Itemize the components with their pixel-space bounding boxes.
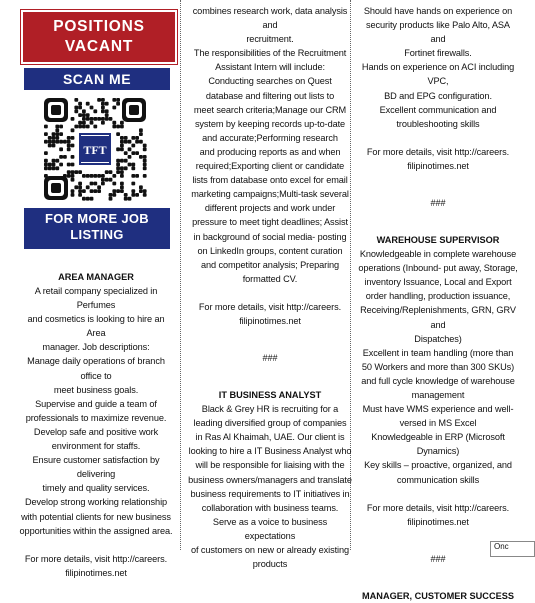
qr-module: [139, 140, 143, 144]
qr-module: [71, 144, 75, 148]
separator: ###: [262, 353, 278, 364]
qr-module: [120, 159, 124, 163]
qr-module: [78, 170, 82, 174]
qr-module: [120, 182, 124, 186]
qr-module: [67, 136, 71, 140]
qr-module: [135, 174, 139, 178]
qr-module: [139, 189, 143, 193]
separator: ###: [430, 198, 446, 209]
qr-module: [120, 121, 124, 125]
body-line: security products like Palo Alto, ASA and: [366, 20, 510, 45]
qr-module: [71, 170, 75, 174]
body-line: database and filtering out lists to: [205, 90, 335, 101]
qr-module: [44, 125, 48, 129]
overlay-tab[interactable]: Onc: [490, 541, 535, 557]
qr-module: [131, 189, 135, 193]
qr-module: [74, 170, 78, 174]
qr-module: [59, 155, 63, 159]
qr-module: [93, 109, 97, 113]
qr-module: [55, 166, 59, 170]
body-line: Conducting searches on Quest: [208, 76, 332, 87]
qr-module: [124, 151, 128, 155]
qr-module: [55, 132, 59, 136]
qr-module: [93, 189, 97, 193]
qr-module: [105, 102, 109, 106]
qr-module: [101, 182, 105, 186]
qr-module: [63, 155, 67, 159]
body-line: in Ras Al Khaimah, UAE. Our client is: [195, 432, 345, 443]
qr-module: [78, 102, 82, 106]
details-link-domain[interactable]: filipinotimes.net: [239, 315, 301, 326]
qr-module: [82, 117, 86, 121]
qr-module: [120, 189, 124, 193]
qr-module: [78, 106, 82, 110]
qr-module: [78, 113, 82, 117]
qr-module: [48, 166, 52, 170]
more-line1: FOR MORE JOB: [45, 211, 149, 226]
separator: ###: [430, 553, 446, 564]
body-line: meet business goals.: [53, 384, 139, 395]
ad-title: AREA MANAGER: [58, 272, 134, 282]
body-line: will be responsible for liaising with the: [195, 460, 345, 471]
column-right: [356, 0, 520, 601]
qr-module: [63, 140, 67, 144]
qr-module: [52, 132, 56, 136]
qr-module: [86, 174, 90, 178]
qr-module: [105, 113, 109, 117]
body-line: Receiving/Replenishments, GRN, GRV and: [360, 305, 516, 330]
qr-module: [128, 147, 132, 151]
qr-module: [71, 174, 75, 178]
qr-module: [86, 125, 90, 129]
qr-module: [55, 125, 59, 129]
qr-module: [78, 193, 82, 197]
qr-module: [67, 144, 71, 148]
qr-module: [131, 193, 135, 197]
body-line: formatted CV.: [242, 273, 298, 284]
more-line2: LISTING: [70, 227, 124, 242]
qr-module: [59, 147, 63, 151]
qr-module: [143, 159, 147, 163]
ad-title: WAREHOUSE SUPERVISOR: [376, 235, 500, 246]
qr-module: [135, 136, 139, 140]
qr-module: [93, 182, 97, 186]
body-line: business owners/managers and translate: [188, 474, 352, 485]
details-link-domain[interactable]: filipinotimes.net: [65, 567, 127, 578]
body-line: business requirements to IT initiatives in: [190, 488, 350, 499]
details-link[interactable]: For more details, visit http://careers.: [366, 146, 510, 157]
qr-module: [143, 189, 147, 193]
qr-module: [93, 125, 97, 129]
scan-me-label: SCAN ME: [24, 68, 170, 90]
body-line: troubleshooting skills: [396, 118, 480, 129]
qr-module: [67, 163, 71, 167]
qr-module: [74, 98, 78, 102]
qr-module: [74, 106, 78, 110]
qr-module: [90, 189, 94, 193]
body-line: Knowledgeable in complete warehouse: [359, 249, 517, 260]
body-line: The responsibilities of the Recruitment: [193, 48, 347, 59]
qr-module: [97, 185, 101, 189]
details-link-domain[interactable]: filipinotimes.net: [407, 160, 469, 171]
qr-module: [90, 174, 94, 178]
qr-module: [139, 128, 143, 132]
body-line: of customers on new or already existing: [191, 545, 349, 555]
qr-module: [116, 159, 120, 163]
qr-module: [143, 144, 147, 148]
body-line: Excellent communication and: [379, 104, 497, 115]
qr-module: [78, 185, 82, 189]
qr-module: [131, 163, 135, 167]
qr-module: [82, 174, 86, 178]
body-line: pressure to meet tight deadlines; Assist: [192, 217, 348, 228]
qr-module: [112, 193, 116, 197]
body-line: 50 Workers and more than 300 SKUs): [361, 361, 515, 372]
body-line: Serve as a voice to business expectations: [212, 516, 328, 541]
qr-module: [97, 117, 101, 121]
qr-module: [44, 163, 48, 167]
qr-module: [135, 193, 139, 197]
body-line: collaboration with business teams.: [201, 502, 339, 513]
qr-module: [52, 166, 56, 170]
qr-module: [116, 166, 120, 170]
qr-module: [93, 117, 97, 121]
body-line: order handling, production issuance,: [365, 291, 511, 302]
more-job-listing-banner[interactable]: [24, 208, 170, 249]
body-line: Knowledgeable in ERP (Microsoft: [371, 432, 505, 443]
qr-module: [78, 125, 82, 129]
qr-module: [116, 147, 120, 151]
qr-module: [44, 159, 48, 163]
body-line: communication skills: [396, 474, 480, 485]
qr-module: [86, 117, 90, 121]
qr-module: [97, 189, 101, 193]
body-line: Fortinet firewalls.: [404, 48, 472, 59]
qr-module: [71, 189, 75, 193]
body-line: Ensure customer satisfaction by delivering: [32, 455, 160, 480]
qr-module: [82, 109, 86, 113]
qr-module: [124, 136, 128, 140]
qr-module: [109, 193, 113, 197]
body-line: meet search criteria;Manage our CRM: [193, 104, 347, 115]
qr-module: [112, 174, 116, 178]
qr-module: [116, 98, 120, 102]
qr-module: [120, 125, 124, 129]
qr-module: [71, 178, 75, 182]
body-line: different projects and work under: [204, 203, 336, 214]
qr-module: [55, 140, 59, 144]
qr-module: [124, 193, 128, 197]
body-line: manager. Job descriptions:: [42, 342, 150, 353]
qr-module: [90, 182, 94, 186]
details-link-domain[interactable]: filipinotimes.net: [407, 516, 469, 527]
qr-module: [52, 140, 56, 144]
body-line: Assistant Intern will include:: [215, 62, 325, 73]
qr-module: [112, 106, 116, 110]
body-line: Dispatches): [414, 333, 462, 344]
qr-module: [131, 182, 135, 186]
body-line: inventory Issuance, Local and Export: [364, 277, 512, 288]
qr-module: [48, 144, 52, 148]
qr-module: [55, 128, 59, 132]
qr-module: [52, 136, 56, 140]
qr-module: [97, 98, 101, 102]
qr-module: [128, 197, 132, 201]
qr-module: [71, 163, 75, 167]
body-line: timely and quality services.: [42, 483, 150, 494]
qr-module: [52, 159, 56, 163]
qr-module: [82, 197, 86, 201]
body-line: combines research work, data analysis and: [192, 6, 348, 31]
column-middle: [186, 0, 354, 570]
body-line: and accurate;Performing research: [202, 132, 338, 143]
qr-module: [67, 170, 71, 174]
qr-module: [135, 151, 139, 155]
qr-module: [139, 155, 143, 159]
qr-module: [116, 125, 120, 129]
body-line: Develop safe and positive work: [33, 426, 159, 437]
qr-module: [90, 106, 94, 110]
qr-module: [143, 166, 147, 170]
qr-module: [74, 125, 78, 129]
body-line: Excellent in team handling (more than: [362, 347, 514, 358]
qr-module: [112, 98, 116, 102]
details-link[interactable]: For more details, visit http://careers.: [198, 301, 342, 312]
qr-module: [67, 147, 71, 151]
qr-module: [116, 102, 120, 106]
qr-module: [139, 185, 143, 189]
tft-logo-text: TFT: [83, 143, 107, 157]
qr-module: [105, 170, 109, 174]
qr-module: [128, 155, 132, 159]
qr-module: [105, 109, 109, 113]
body-line: operations (Inbound- put away, Storage,: [358, 263, 518, 274]
body-line: and producing reports as and when: [199, 146, 341, 157]
qr-module: [124, 140, 128, 144]
qr-module: [109, 197, 113, 201]
qr-module: [131, 136, 135, 140]
qr-module: [143, 163, 147, 167]
body-line: Develop strong working relationship: [24, 497, 168, 508]
qr-module: [86, 197, 90, 201]
qr-module: [109, 178, 113, 182]
qr-module: [112, 121, 116, 125]
body-line: system by keeping records up-to-date: [194, 118, 346, 129]
qr-module: [143, 155, 147, 159]
qr-code[interactable]: [42, 96, 148, 202]
body-line: looking to hire a IT Business Analyst who: [188, 446, 352, 457]
qr-module: [78, 189, 82, 193]
qr-module: [82, 121, 86, 125]
qr-module: [86, 113, 90, 117]
qr-module: [71, 193, 75, 197]
body-line: Manage daily operations of branch office to: [27, 356, 165, 381]
qr-module: [44, 151, 48, 155]
column-left: [16, 0, 176, 578]
ad-title: IT BUSINESS ANALYST: [218, 390, 322, 401]
qr-module: [128, 163, 132, 167]
qr-module: [101, 102, 105, 106]
qr-module: [124, 159, 128, 163]
qr-module: [131, 144, 135, 148]
qr-module: [124, 166, 128, 170]
body-line: products: [252, 559, 288, 570]
details-link[interactable]: For more details, visit http://careers.: [366, 502, 510, 513]
qr-module: [139, 132, 143, 136]
qr-module: [74, 185, 78, 189]
qr-module: [78, 121, 82, 125]
qr-module: [71, 155, 75, 159]
qr-module: [82, 189, 86, 193]
qr-module: [116, 170, 120, 174]
qr-module: [90, 121, 94, 125]
body-line: Hands on experience on ACI including VPC,: [361, 62, 515, 87]
qr-module: [131, 151, 135, 155]
qr-module: [101, 106, 105, 110]
qr-module: [59, 132, 63, 136]
body-line: leading diversified group of companies: [193, 418, 347, 429]
qr-module: [97, 174, 101, 178]
qr-module: [82, 113, 86, 117]
body-line: Must have WMS experience and well-: [362, 404, 514, 415]
network-engineer-ad: [356, 4, 520, 603]
body-line: professionals to maximize revenue.: [25, 412, 167, 423]
body-line: Dynamics): [416, 446, 460, 457]
qr-module: [120, 144, 124, 148]
qr-module: [59, 125, 63, 129]
qr-module: [120, 185, 124, 189]
qr-module: [101, 121, 105, 125]
qr-module: [112, 189, 116, 193]
qr-module: [78, 182, 82, 186]
body-line: Supervise and guide a team of: [35, 398, 157, 409]
body-line: in background of social media- posting: [193, 231, 347, 242]
qr-module: [52, 144, 56, 148]
qr-module: [48, 163, 52, 167]
qr-module: [67, 140, 71, 144]
qr-module: [124, 197, 128, 201]
qr-module: [59, 163, 63, 167]
body-line: environment for staffs.: [51, 441, 141, 452]
qr-module: [101, 109, 105, 113]
qr-module: [120, 174, 124, 178]
qr-module: [48, 140, 52, 144]
qr-module: [112, 182, 116, 186]
qr-module: [82, 125, 86, 129]
positions-vacant-banner: [21, 10, 177, 64]
body-line: marketing campaigns;Multi-task several: [191, 189, 349, 200]
qr-module: [101, 174, 105, 178]
qr-module: [109, 117, 113, 121]
qr-module: [52, 163, 56, 167]
qr-module: [135, 140, 139, 144]
qr-module: [44, 132, 48, 136]
body-line: lists from database onto excel for email: [192, 175, 348, 186]
body-line: management: [411, 389, 465, 400]
body-line: Black & Grey HR is recruiting for a: [201, 404, 339, 415]
qr-module: [55, 159, 59, 163]
positions-vacant-line1: POSITIONS: [53, 18, 145, 35]
qr-module: [93, 174, 97, 178]
qr-module: [120, 140, 124, 144]
qr-module: [120, 166, 124, 170]
body-line: A retail company specialized in Perfumes: [34, 286, 158, 311]
qr-module: [101, 117, 105, 121]
recruitment-assistant-ad: [186, 4, 354, 571]
qr-module: [67, 174, 71, 178]
qr-module: [71, 117, 75, 121]
qr-module: [86, 102, 90, 106]
area-manager-ad: [16, 270, 176, 580]
qr-module: [59, 140, 63, 144]
qr-module: [90, 197, 94, 201]
ad-title: MANAGER, CUSTOMER SUCCESS: [362, 590, 514, 601]
qr-module: [120, 170, 124, 174]
qr-module: [90, 117, 94, 121]
qr-module: [86, 185, 90, 189]
qr-module: [71, 136, 75, 140]
qr-module: [48, 136, 52, 140]
body-line: on LinkedIn groups, content curation: [197, 245, 343, 256]
body-line: and competitor analysis; Preparing: [200, 259, 340, 270]
body-line: Should have hands on experience on: [363, 6, 513, 16]
qr-module: [101, 178, 105, 182]
qr-module: [116, 189, 120, 193]
qr-module: [131, 174, 135, 178]
qr-module: [116, 132, 120, 136]
qr-module: [128, 140, 132, 144]
qr-module: [120, 136, 124, 140]
body-line: BD and EPG configuration.: [384, 90, 492, 101]
qr-module: [105, 117, 109, 121]
qr-module: [44, 166, 48, 170]
qr-module: [112, 125, 116, 129]
details-link[interactable]: For more details, visit http://careers.: [24, 553, 168, 564]
body-line: with potential clients for new business: [21, 511, 171, 522]
body-line: and cosmetics is looking to hire an Area: [27, 314, 165, 339]
column-divider: [180, 0, 181, 550]
qr-module: [120, 147, 124, 151]
qr-module: [116, 163, 120, 167]
body-line: Key skills – proactive, organized, and: [364, 460, 512, 471]
qr-module: [55, 136, 59, 140]
qr-module: [143, 174, 147, 178]
body-line: required;Exporting client or candidate: [195, 161, 345, 172]
qr-module: [143, 147, 147, 151]
qr-module: [131, 166, 135, 170]
body-line: versed in MS Excel: [399, 418, 477, 429]
body-line: opportunities within the assigned area.: [19, 525, 173, 536]
body-line: and full cycle knowledge of warehouse: [361, 375, 515, 386]
qr-module: [105, 178, 109, 182]
body-line: recruitment.: [246, 34, 294, 45]
qr-module: [143, 193, 147, 197]
qr-module: [109, 170, 113, 174]
positions-vacant-line2: VACANT: [64, 38, 134, 55]
qr-module: [44, 140, 48, 144]
qr-module: [74, 109, 78, 113]
qr-module: [71, 128, 75, 132]
qr-module: [101, 98, 105, 102]
